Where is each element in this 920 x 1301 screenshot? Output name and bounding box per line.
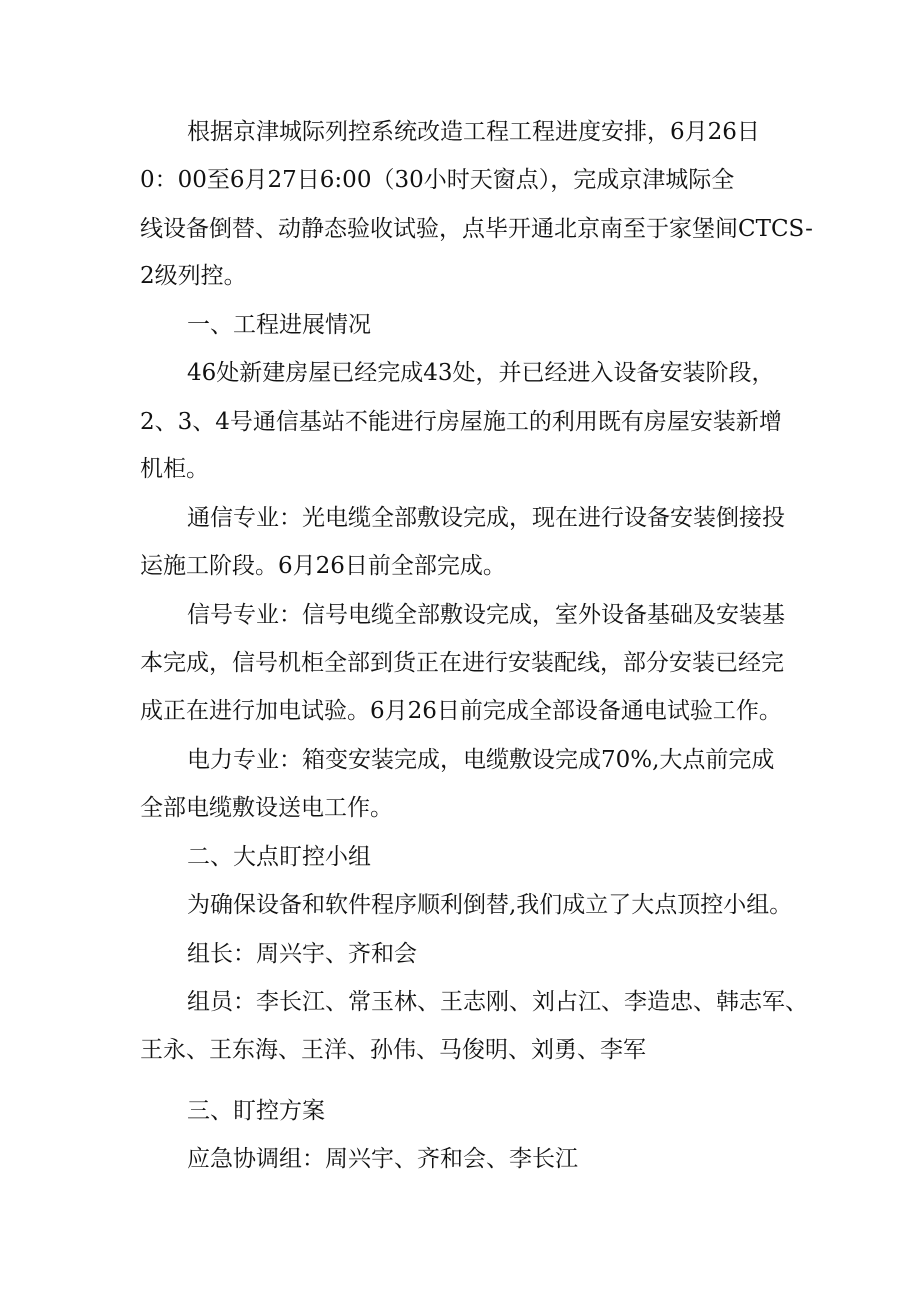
paragraph-comm-line-1: 通信专业：光电缆全部敷设完成，现在进行设备安装倒接投 [187, 505, 785, 531]
paragraph-comm-line-2: 运施工阶段。6月26日前全部完成。 [140, 553, 506, 579]
emergency-coordination-group: 应急协调组：周兴宇、齐和会、李长江 [187, 1146, 578, 1172]
section-heading-progress: 一、工程进展情况 [187, 312, 371, 338]
paragraph-intro-line-2: 0：00至6月27日6:00（30小时天窗点），完成京津城际全 [140, 167, 735, 193]
paragraph-signal-line-3: 成正在进行加电试验。6月26日前完成全部设备通电试验工作。 [140, 698, 782, 724]
paragraph-power-line-1: 电力专业：箱变安装完成，电缆敷设完成70%,大点前完成 [187, 747, 775, 773]
paragraph-buildings-line-1: 46处新建房屋已经完成43处，并已经进入设备安装阶段， [187, 360, 775, 386]
section-heading-team: 二、大点盯控小组 [187, 844, 371, 870]
paragraph-signal-line-2: 本完成，信号机柜全部到货正在进行安装配线，部分安装已经完 [140, 650, 784, 676]
paragraph-signal-line-1: 信号专业：信号电缆全部敷设完成，室外设备基础及安装基 [187, 602, 785, 628]
team-members-line-1: 组员：李长江、常玉林、王志刚、刘占江、李造忠、韩志军、 [187, 989, 808, 1015]
paragraph-buildings-line-3: 机柜。 [140, 456, 209, 482]
paragraph-intro-line-1: 根据京津城际列控系统改造工程工程进度安排，6月26日 [187, 119, 760, 145]
paragraph-intro-line-4: 2级列控。 [140, 263, 247, 289]
paragraph-intro-line-3: 线设备倒替、动静态验收试验，点毕开通北京南至于家堡间CTCS- [140, 216, 813, 242]
team-members-line-2: 王永、王东海、王洋、孙伟、马俊明、刘勇、李军 [140, 1037, 646, 1063]
team-leaders: 组长：周兴宇、齐和会 [187, 941, 417, 967]
section-heading-plan: 三、盯控方案 [187, 1098, 325, 1124]
paragraph-power-line-2: 全部电缆敷设送电工作。 [140, 795, 393, 821]
paragraph-buildings-line-2: 2、3、4号通信基站不能进行房屋施工的利用既有房屋安装新增 [140, 409, 782, 435]
paragraph-team-intro: 为确保设备和软件程序顺利倒替,我们成立了大点顶控小组。 [187, 892, 793, 918]
